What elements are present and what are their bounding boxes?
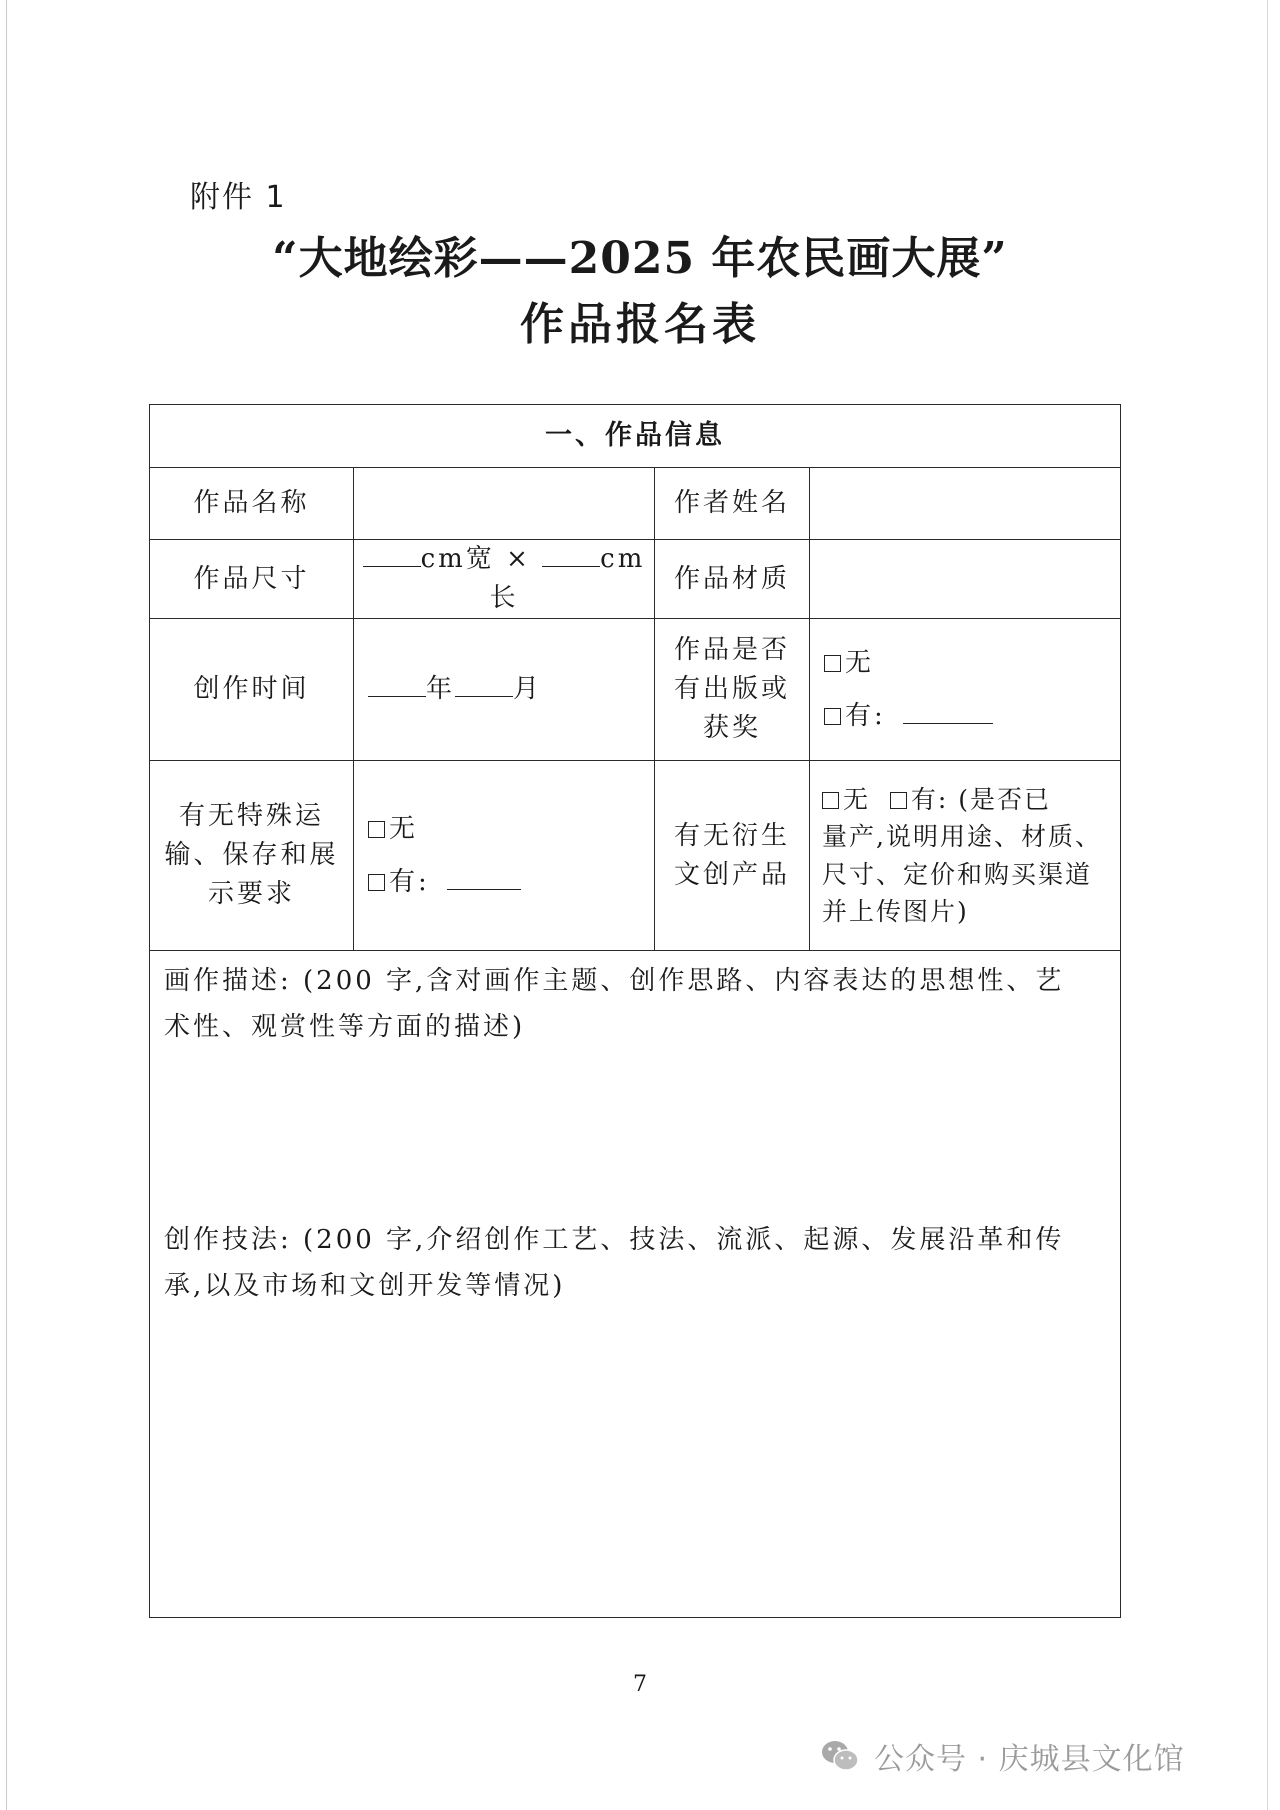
section-heading: 一、作品信息 xyxy=(150,405,1121,468)
special-requirements-label-line-1: 有无特殊运 xyxy=(178,801,324,831)
attachment-label: 附件 1 xyxy=(190,180,287,215)
title-line-2: 作品报名表 xyxy=(520,299,760,350)
special-requirements-label xyxy=(150,761,354,951)
published-none-checkbox[interactable] xyxy=(824,655,841,672)
special-none-label: 无 xyxy=(389,813,419,844)
published-yes-blank[interactable] xyxy=(903,722,993,724)
painting-description-line-1: 画作描述: (200 字,含对画作主题、创作思路、内容表达的思想性、艺 xyxy=(164,966,1065,996)
published-yes-label: 有: xyxy=(845,700,886,731)
month-unit: 月 xyxy=(513,674,543,704)
work-name-field[interactable] xyxy=(354,468,655,540)
special-yes-label: 有: xyxy=(389,866,430,897)
derivative-note-line-4: 并上传图片) xyxy=(822,897,969,926)
page-number: 7 xyxy=(633,1672,647,1697)
special-requirements-label-line-2: 输、保存和展 xyxy=(164,840,339,870)
author-name-label: 作者姓名 xyxy=(655,468,810,540)
registration-form-table xyxy=(149,404,1121,1618)
published-yes-checkbox[interactable] xyxy=(824,708,841,725)
width-blank[interactable] xyxy=(363,565,421,567)
work-name-label: 作品名称 xyxy=(150,468,354,540)
length-unit: cm长 xyxy=(489,544,646,613)
author-name-field[interactable] xyxy=(810,468,1121,540)
watermark-text: 公众号 · 庆城县文化馆 xyxy=(874,1742,1185,1777)
published-none-label: 无 xyxy=(845,647,875,678)
watermark xyxy=(820,1732,1185,1780)
work-material-field[interactable] xyxy=(810,540,1121,619)
creation-time-field[interactable] xyxy=(354,619,655,761)
derivative-note-line-3: 尺寸、定价和购买渠道 xyxy=(822,859,1093,889)
special-none-checkbox[interactable] xyxy=(368,821,385,838)
published-award-label-line-1: 作品是否 xyxy=(673,635,790,665)
year-blank[interactable] xyxy=(368,695,426,697)
derivative-products-label-line-2: 文创产品 xyxy=(673,859,790,890)
title-line-1: “大地绘彩——2025 年农民画大展” xyxy=(272,233,1008,284)
derivative-products-label-line-1: 有无衍生 xyxy=(673,820,790,851)
wechat-icon xyxy=(820,1738,860,1774)
derivative-none-label: 无 xyxy=(843,784,871,814)
derivative-note-line-2: 量产,说明用途、材质、 xyxy=(822,822,1102,851)
special-yes-checkbox[interactable] xyxy=(368,874,385,891)
technique-description-line-2: 承,以及市场和文创开发等情况) xyxy=(164,1270,566,1301)
painting-description-line-2: 术性、观赏性等方面的描述) xyxy=(164,1011,526,1042)
derivative-products-options xyxy=(810,761,1121,951)
work-size-label: 作品尺寸 xyxy=(150,540,354,619)
special-yes-blank[interactable] xyxy=(447,888,521,890)
work-size-field[interactable] xyxy=(354,540,655,619)
width-unit: cm宽 × xyxy=(420,544,531,574)
derivative-yes-checkbox[interactable] xyxy=(890,792,907,809)
work-material-label: 作品材质 xyxy=(655,540,810,619)
creation-time-label: 创作时间 xyxy=(150,619,354,761)
special-requirements-options xyxy=(354,761,655,951)
derivative-yes-label: 有: (是否已 xyxy=(910,784,1052,814)
description-area[interactable] xyxy=(150,951,1121,1618)
published-award-options xyxy=(810,619,1121,761)
month-blank[interactable] xyxy=(455,695,513,697)
published-award-label-line-3: 获奖 xyxy=(702,713,761,743)
technique-description-line-1: 创作技法: (200 字,介绍创作工艺、技法、流派、起源、发展沿革和传 xyxy=(164,1225,1065,1255)
year-unit: 年 xyxy=(426,674,456,704)
derivative-products-label xyxy=(655,761,810,951)
published-award-label-line-2: 有出版或 xyxy=(673,674,790,704)
published-award-label xyxy=(655,619,810,761)
special-requirements-label-line-3: 示要求 xyxy=(207,879,295,909)
derivative-none-checkbox[interactable] xyxy=(822,792,839,809)
length-blank[interactable] xyxy=(542,565,600,567)
